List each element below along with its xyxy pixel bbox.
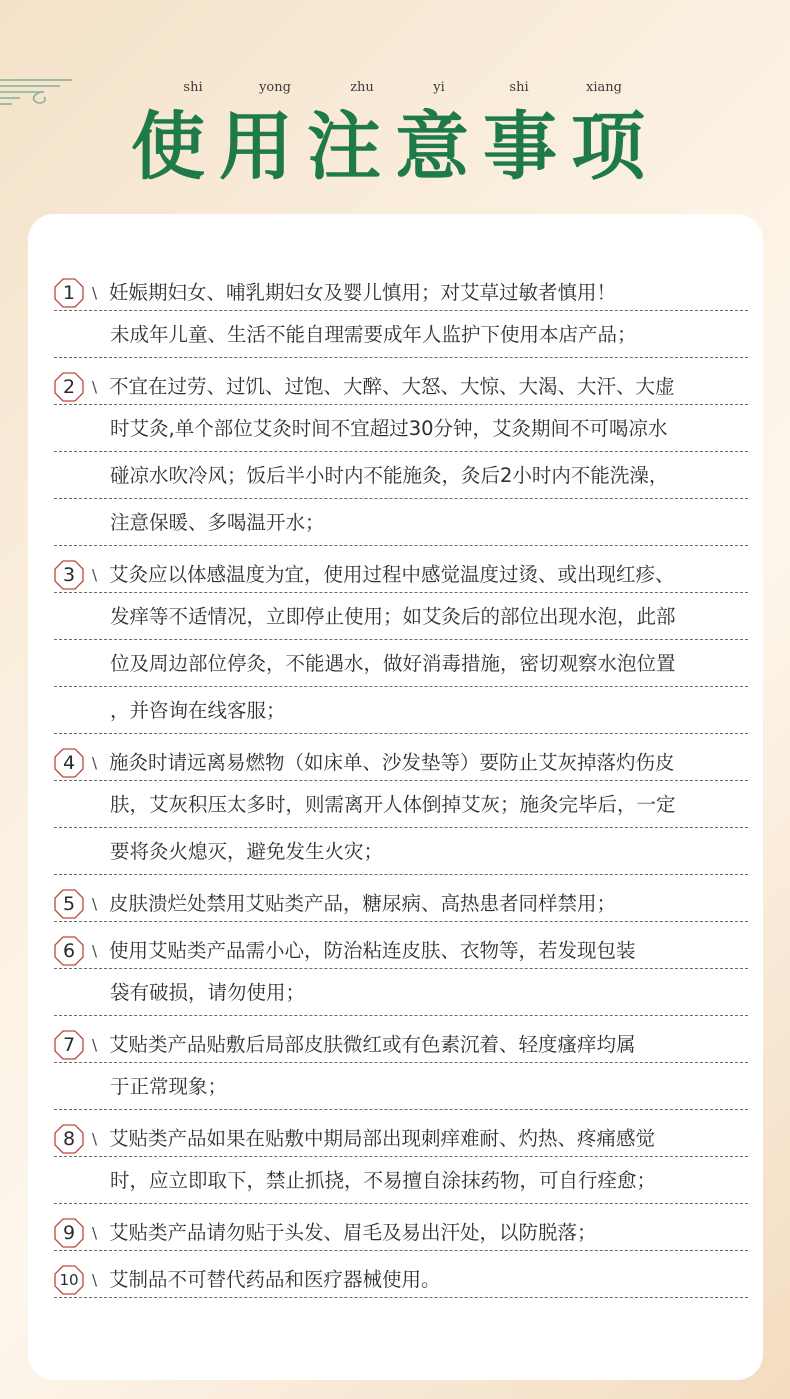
notice-item xyxy=(54,358,748,405)
pinyin-6: xiang xyxy=(586,80,622,95)
notice-text: 发痒等不适情况，立即停止使用；如艾灸后的部位出现水泡，此部 xyxy=(110,605,676,628)
notice-item-continuation xyxy=(54,828,748,875)
separator-slash: \ xyxy=(92,566,98,584)
notice-item xyxy=(54,546,748,593)
notice-list xyxy=(54,264,748,1298)
notice-text: 使用艾贴类产品需小心，防治粘连皮肤、衣物等，若发现包装 xyxy=(109,939,636,962)
notice-text: 袋有破损，请勿使用； xyxy=(110,981,306,1004)
separator-slash: \ xyxy=(92,1036,98,1054)
separator-slash: \ xyxy=(92,1271,98,1289)
notice-item xyxy=(54,1251,748,1298)
notice-text: 不宜在过劳、过饥、过饱、大醉、大怒、大惊、大渴、大汗、大虚 xyxy=(109,375,675,398)
notice-item xyxy=(54,875,748,922)
separator-slash: \ xyxy=(92,895,98,913)
separator-slash: \ xyxy=(92,1224,98,1242)
badge-number: 6 xyxy=(62,940,76,962)
number-badge xyxy=(54,748,84,778)
badge-number: 2 xyxy=(62,376,76,398)
notice-item xyxy=(54,1204,748,1251)
number-badge xyxy=(54,372,84,402)
number-badge xyxy=(54,278,84,308)
notice-item-continuation xyxy=(54,687,748,734)
separator-slash: \ xyxy=(92,378,98,396)
notice-text: 注意保暖、多喝温开水； xyxy=(110,511,325,534)
notice-item xyxy=(54,264,748,311)
notice-text: 未成年儿童、生活不能自理需要成年人监护下使用本店产品； xyxy=(110,323,637,346)
notice-text: 艾制品不可替代药品和医疗器械使用。 xyxy=(109,1268,441,1291)
notice-item-continuation xyxy=(54,640,748,687)
number-badge xyxy=(54,560,84,590)
separator-slash: \ xyxy=(92,1130,98,1148)
notice-item-continuation xyxy=(54,781,748,828)
notice-text: 肤，艾灰积压太多时，则需离开人体倒掉艾灰；施灸完毕后，一定 xyxy=(110,793,676,816)
number-badge xyxy=(54,936,84,966)
badge-number: 1 xyxy=(62,282,76,304)
pinyin-3: zhu xyxy=(350,80,374,95)
notice-item-continuation xyxy=(54,499,748,546)
notice-text: 艾贴类产品如果在贴敷中期局部出现刺痒难耐、灼热、疼痛感觉 xyxy=(109,1127,656,1150)
notice-text: 艾贴类产品请勿贴于头发、眉毛及易出汗处，以防脱落； xyxy=(109,1221,597,1244)
number-badge xyxy=(54,1265,84,1295)
badge-number: 7 xyxy=(62,1034,76,1056)
notice-text: 要将灸火熄灭，避免发生火灾； xyxy=(110,840,384,863)
separator-slash: \ xyxy=(92,942,98,960)
badge-number: 9 xyxy=(62,1222,76,1244)
badge-number: 5 xyxy=(62,893,76,915)
badge-number: 4 xyxy=(62,752,76,774)
notice-item xyxy=(54,1110,748,1157)
notice-item-continuation xyxy=(54,1157,748,1204)
notice-item-continuation xyxy=(54,405,748,452)
notice-text: 时，应立即取下，禁止抓挠，不易擅自涂抹药物，可自行痊愈； xyxy=(110,1169,657,1192)
badge-number: 10 xyxy=(59,1271,79,1289)
separator-slash: \ xyxy=(92,754,98,772)
number-badge xyxy=(54,1218,84,1248)
notice-item-continuation xyxy=(54,311,748,358)
notice-text: 艾贴类产品贴敷后局部皮肤微红或有色素沉着、轻度瘙痒均属 xyxy=(109,1033,636,1056)
notice-item-continuation xyxy=(54,1063,748,1110)
page-title: 使用注意事项 xyxy=(131,104,659,190)
badge-number: 3 xyxy=(62,564,76,586)
pinyin-5: shi xyxy=(509,80,529,95)
notice-item-continuation xyxy=(54,593,748,640)
notice-item-continuation xyxy=(54,969,748,1016)
separator-slash: \ xyxy=(92,284,98,302)
notice-item-continuation xyxy=(54,452,748,499)
number-badge xyxy=(54,1124,84,1154)
notice-text: 艾灸应以体感温度为宜，使用过程中感觉温度过烫、或出现红疹、 xyxy=(109,563,675,586)
notice-text: 位及周边部位停灸，不能遇水，做好消毒措施，密切观察水泡位置 xyxy=(110,652,676,675)
pinyin-2: yong xyxy=(259,80,291,95)
notice-item xyxy=(54,1016,748,1063)
number-badge xyxy=(54,889,84,919)
notice-text: 施灸时请远离易燃物（如床单、沙发垫等）要防止艾灰掉落灼伤皮 xyxy=(109,751,675,774)
pinyin-annotation xyxy=(0,80,790,98)
notice-item xyxy=(54,922,748,969)
notice-text: 时艾灸,单个部位艾灸时间不宜超过30分钟，艾灸期间不可喝凉水 xyxy=(110,417,668,440)
notice-text: 皮肤溃烂处禁用艾贴类产品，糖尿病、高热患者同样禁用； xyxy=(109,892,617,915)
notice-text: 碰凉水吹冷风；饭后半小时内不能施灸，灸后2小时内不能洗澡， xyxy=(110,464,669,487)
notice-text: ，并咨询在线客服； xyxy=(110,699,286,722)
number-badge xyxy=(54,1030,84,1060)
pinyin-4: yi xyxy=(433,80,445,95)
notice-text: 妊娠期妇女、哺乳期妇女及婴儿慎用；对艾草过敏者慎用！ xyxy=(109,281,617,304)
badge-number: 8 xyxy=(62,1128,76,1150)
notice-text: 于正常现象； xyxy=(110,1075,228,1098)
notice-card xyxy=(28,214,763,1380)
pinyin-1: shi xyxy=(183,80,203,95)
notice-item xyxy=(54,734,748,781)
